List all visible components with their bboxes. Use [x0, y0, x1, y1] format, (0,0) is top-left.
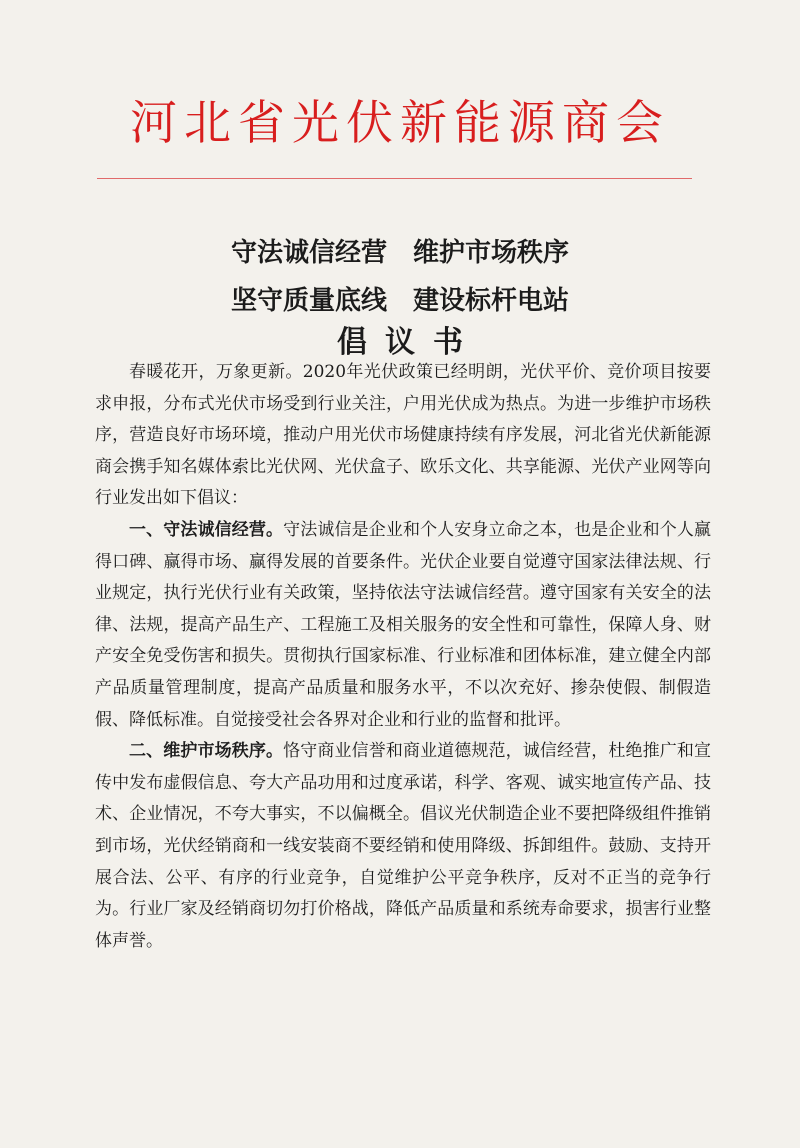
- section-1-text: 守法诚信是企业和个人安身立命之本，也是企业和个人赢得口碑、赢得市场、赢得发展的首要条件。光伏企业要自觉遵守国家法律法规、行业规定，执行光伏行业有关政策，坚持依法守法诚信经营。遵守国家有关安全的法律、法规，提高产品生产、工程施工及相关服务的安全性和可靠性，保障人身、财产安全免受伤害和损失。贯彻执行国家标准、行业标准和团体标准，建立健全内部产品质量管理制度，提高产品质量和服务水平，不以次充好、掺杂使假、制假造假、降低标准。自觉接受社会各界对企业和行业的监督和批评。: [95, 519, 712, 730]
- letterhead-org-name: 河北省光伏新能源商会: [130, 96, 670, 151]
- section-1-paragraph: [95, 515, 711, 736]
- document-type-title: 倡议书: [337, 325, 481, 360]
- section-2-heading: 二、维护市场秩序。: [129, 741, 284, 762]
- title-line-2: 坚守质量底线 建设标杆电站: [230, 286, 569, 316]
- document-body: [95, 357, 711, 957]
- section-2-paragraph: [95, 736, 711, 957]
- intro-paragraph: 春暖花开，万象更新。2020年光伏政策已经明朗，光伏平价、竞价项目按要求申报，分布式光伏市场受到行业关注，户用光伏成为热点。为进一步维护市场秩序，营造良好市场环境，推动户用光伏市场健康持续有序发展，河北省光伏新能源商会携手知名媒体索比光伏网、光伏盒子、欧乐文化、共享能源、光伏产业网等向行业发出如下倡议：: [95, 362, 711, 509]
- letterhead-divider: [97, 178, 692, 179]
- title-line-1: 守法诚信经营 维护市场秩序: [230, 238, 569, 268]
- section-2-text: 恪守商业信誉和商业道德规范，诚信经营，杜绝推广和宣传中发布虚假信息、夸大产品功用和过度承诺，科学、客观、诚实地宣传产品、技术、企业情况，不夸大事实，不以偏概全。倡议光伏制造企业不要把降级组件推销到市场，光伏经销商和一线安装商不要经销和使用降级、拆卸组件。鼓励、支持开展合法、公平、有序的行业竞争，自觉维护公平竞争秩序，反对不正当的竞争行为。行业厂家及经销商切勿打价格战，降低产品质量和系统寿命要求，损害行业整体声誉。: [95, 741, 712, 951]
- section-1-heading: 一、守法诚信经营。: [129, 519, 284, 540]
